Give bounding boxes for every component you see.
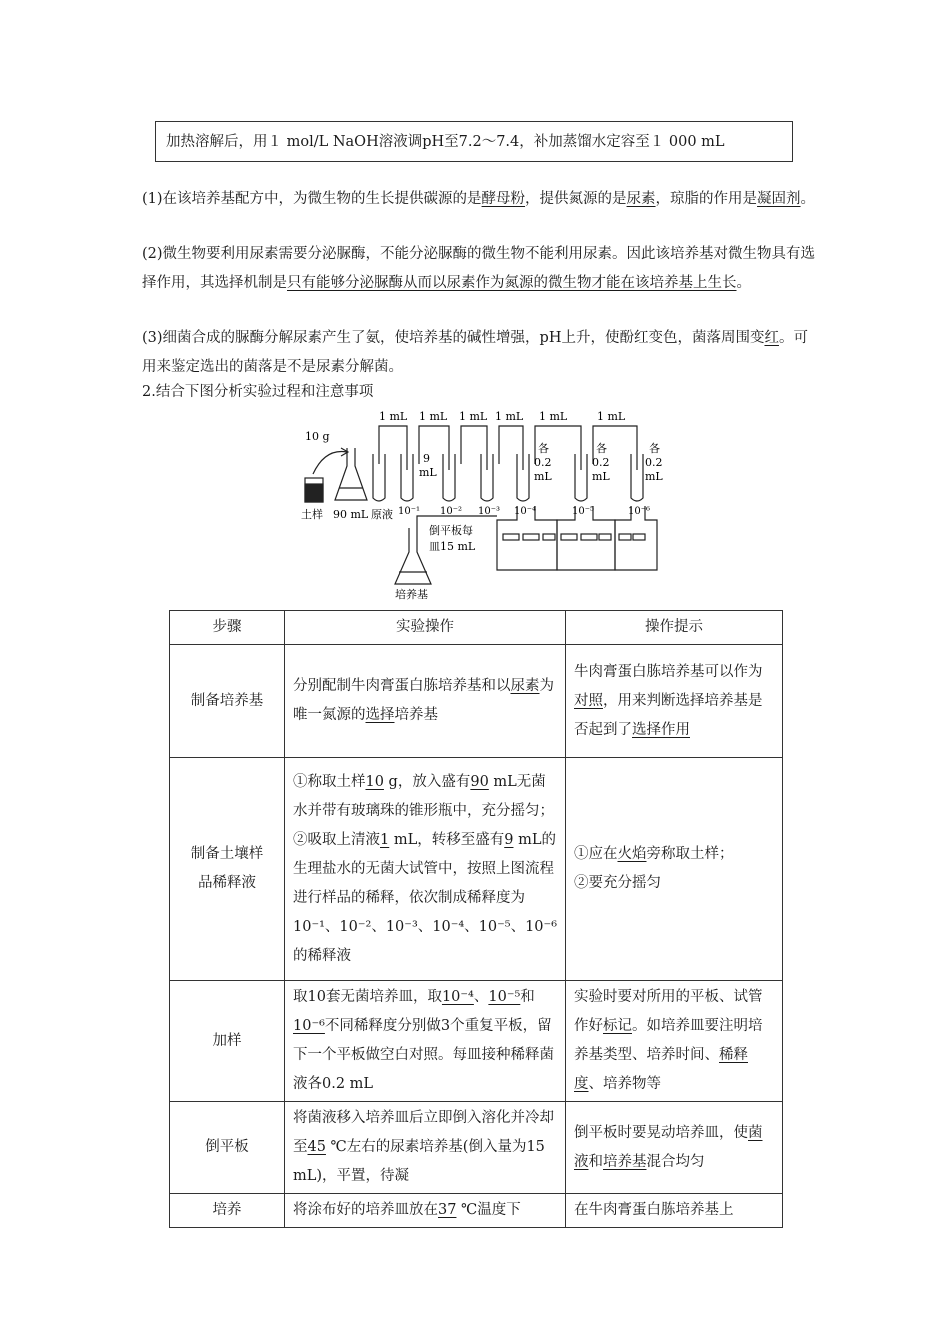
label-transfer: 1 mL xyxy=(539,410,568,423)
plate xyxy=(633,534,645,540)
label-transfer: 1 mL xyxy=(379,410,408,423)
paragraph-2 xyxy=(142,240,817,297)
text: (2)微生物要利用尿素需要分泌脲酶，不能分泌脲酶的微生物不能利用尿素。因此该培养基对微生物具有选择作用，其选择机制是 xyxy=(142,246,816,291)
operation-cell: 分别配制牛肉膏蛋白胨培养基和以尿素为唯一氮源的选择培养基 xyxy=(285,645,566,758)
answer: 酵母粉 xyxy=(481,191,526,207)
table-row xyxy=(170,1194,783,1228)
table-row xyxy=(170,1102,783,1194)
transfer-line xyxy=(379,426,407,470)
label-transfer: 1 mL xyxy=(495,410,524,423)
answer: 尿素 xyxy=(626,191,656,207)
header-step: 步骤 xyxy=(170,611,285,645)
step-cell: 培养 xyxy=(170,1194,285,1228)
operation-cell: 将涂布好的培养皿放在37 ℃温度下 xyxy=(285,1194,566,1228)
tip-cell: 牛肉膏蛋白胨培养基可以作为对照，用来判断选择培养基是否起到了选择作用 xyxy=(566,645,783,758)
label-ml: mL xyxy=(645,470,663,483)
label-each: 各 xyxy=(596,442,607,455)
recipe-box xyxy=(155,121,793,162)
plate xyxy=(503,534,519,540)
label-transfer: 1 mL xyxy=(419,410,448,423)
steps-table xyxy=(169,610,783,1228)
label-dilution: 10⁻⁵ xyxy=(572,506,595,517)
label-ml: mL xyxy=(534,470,552,483)
text: 。 xyxy=(800,191,816,207)
label-mass: 10 g xyxy=(305,430,330,443)
step-cell: 倒平板 xyxy=(170,1102,285,1194)
label-pour: 倒平板每 xyxy=(429,524,473,537)
soil-fill xyxy=(305,484,323,502)
label-flask-volume: 90 mL xyxy=(333,508,369,521)
label-ml: mL xyxy=(419,466,437,479)
step-cell: 制备培养基 xyxy=(170,645,285,758)
step-cell: 制备土壤样 品稀释液 xyxy=(170,758,285,981)
text: 。 xyxy=(736,274,751,291)
plate xyxy=(599,534,611,540)
text: ，琼脂的作用是 xyxy=(655,191,758,207)
step-cell: 加样 xyxy=(170,981,285,1102)
medium-flask xyxy=(395,528,431,584)
answer: 只有能够分泌脲酶从而以尿素作为氮源的微生物才能在该培养基上生长 xyxy=(287,274,737,291)
label-dilution: 10⁻³ xyxy=(478,506,501,517)
label-dilution: 10⁻¹ xyxy=(398,506,421,517)
text: 。可用来鉴定选出的菌落是不是尿素分解菌。 xyxy=(142,330,808,375)
label-nine: 9 xyxy=(423,452,430,465)
label-medium: 培养基 xyxy=(395,588,428,600)
label-transfer: 1 mL xyxy=(459,410,488,423)
label-volume: 0.2 xyxy=(645,456,663,469)
label-volume: 0.2 xyxy=(534,456,552,469)
tip-cell: 倒平板时要晃动培养皿，使菌液和培养基混合均匀 xyxy=(566,1102,783,1194)
label-volume: 0.2 xyxy=(592,456,610,469)
label-ml: mL xyxy=(592,470,610,483)
table-row xyxy=(170,758,783,981)
label-pour: 皿15 mL xyxy=(429,540,476,553)
plate xyxy=(543,534,555,540)
operation-cell: 取10套无菌培养皿，取10⁻⁴、10⁻⁵和10⁻⁶不同稀释度分别做3个重复平板，留下一个平板做空白对照。每皿接种稀释菌液各0.2 mL xyxy=(285,981,566,1102)
text: (1)在该培养基配方中，为微生物的生长提供碳源的是 xyxy=(142,191,482,207)
transfer-line xyxy=(461,426,487,470)
table-row xyxy=(170,981,783,1102)
label-soil: 土样 xyxy=(301,508,323,521)
header-operation: 实验操作 xyxy=(285,611,566,645)
operation-cell: ①称取土样10 g，放入盛有90 mL无菌水并带有玻璃珠的锥形瓶中，充分摇匀；②吸取上清液1 mL，转移至盛有9 mL的生理盐水的无菌大试管中，按照上图流程进行样品的稀释，依次制成稀释度为10⁻¹、10⁻²、10⁻³、10⁻⁴、10⁻⁵、10⁻⁶的稀释液 xyxy=(285,758,566,981)
plate xyxy=(581,534,597,540)
label-stock: 原液 xyxy=(371,508,393,521)
dilution-diagram xyxy=(295,404,665,600)
header-tip: 操作提示 xyxy=(566,611,783,645)
paragraph-3 xyxy=(142,324,817,381)
text: ，提供氮源的是 xyxy=(525,191,627,207)
table-row xyxy=(170,645,783,758)
plate xyxy=(523,534,539,540)
tip-cell: 在牛肉膏蛋白胨培养基上 xyxy=(566,1194,783,1228)
label-dilution: 10⁻⁶ xyxy=(628,506,651,517)
label-each: 各 xyxy=(538,442,549,455)
tip-cell: 实验时要对所用的平板、试管作好标记。如培养皿要注明培养基类型、培养时间、稀释度、培养物等 xyxy=(566,981,783,1102)
tip-cell: ①应在火焰旁称取土样； ②要充分摇匀 xyxy=(566,758,783,981)
label-transfer: 1 mL xyxy=(597,410,626,423)
label-dilution: 10⁻⁴ xyxy=(514,506,537,517)
section-heading: 2.结合下图分析实验过程和注意事项 xyxy=(142,384,374,400)
paragraph-4 xyxy=(142,378,817,407)
table-header-row xyxy=(170,611,783,645)
plate xyxy=(561,534,577,540)
label-each: 各 xyxy=(649,442,660,455)
answer: 凝固剂 xyxy=(757,191,801,207)
paragraph-1 xyxy=(142,185,817,214)
flask xyxy=(335,448,367,500)
plate xyxy=(619,534,631,540)
operation-cell: 将菌液移入培养皿后立即倒入溶化并冷却至45 ℃左右的尿素培养基(倒入量为15 mL)，平置，待凝 xyxy=(285,1102,566,1194)
label-dilution: 10⁻² xyxy=(440,506,463,517)
text: (3)细菌合成的脲酶分解尿素产生了氨，使培养基的碱性增强，pH上升，使酚红变色，菌落周围变 xyxy=(142,330,765,346)
answer: 红 xyxy=(764,330,779,346)
transfer-line xyxy=(499,426,523,470)
recipe-text: 加热溶解后，用１ mol/L NaOH溶液调pH至7.2～7.4，补加蒸馏水定容至１ 000 mL xyxy=(166,134,725,150)
